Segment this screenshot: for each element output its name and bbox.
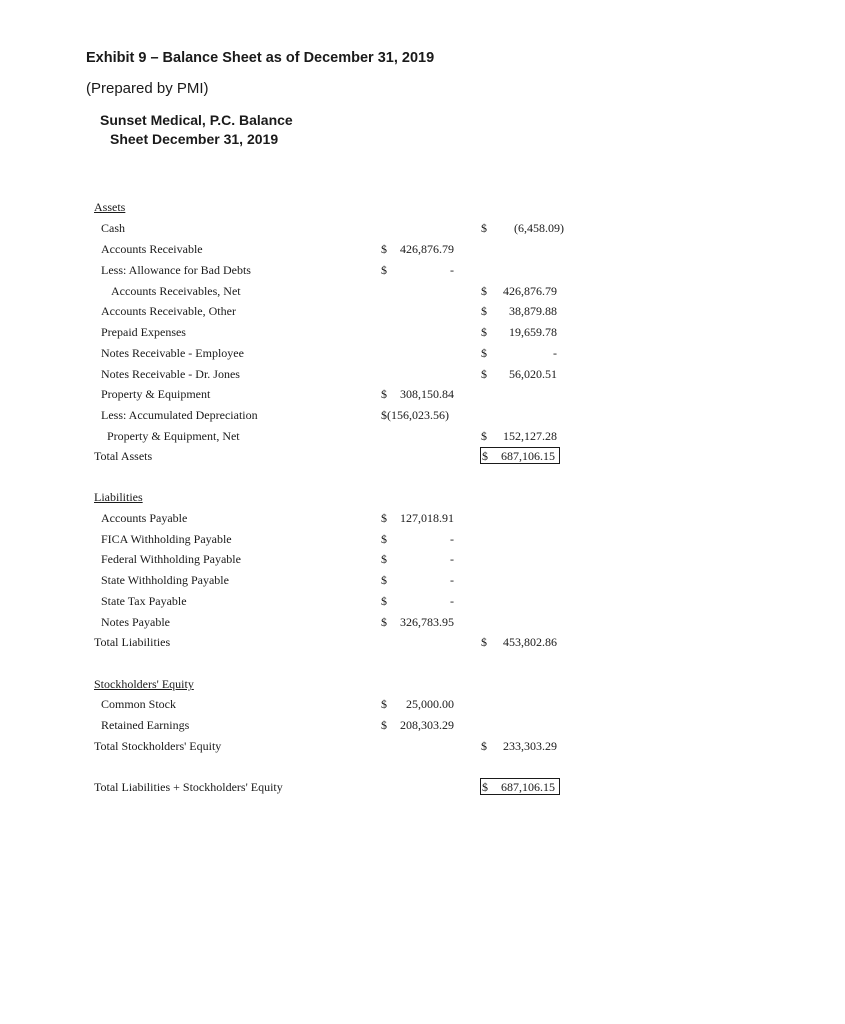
cash-label: Cash [101, 221, 125, 235]
currency-sign: $ [381, 511, 387, 525]
total-liabilities-label: Total Liabilities [94, 635, 171, 649]
currency-sign: $ [381, 242, 387, 256]
liabilities-heading: Liabilities [94, 490, 143, 504]
ap-label: Accounts Payable [101, 511, 188, 525]
currency-sign: $ [381, 532, 387, 546]
currency-sign: $ [481, 635, 487, 649]
ppe-net-label: Property & Equipment, Net [107, 429, 240, 443]
fica-label: FICA Withholding Payable [101, 532, 232, 546]
accum-dep-label: Less: Accumulated Depreciation [101, 408, 258, 422]
ar-other-total: 38,879.88 [509, 304, 557, 318]
ppe-amount: 308,150.84 [400, 387, 454, 401]
currency-sign: $ [482, 780, 488, 794]
fica-amount: - [450, 532, 454, 546]
common-stock-amount: 25,000.00 [406, 697, 454, 711]
currency-sign: $ [481, 739, 487, 753]
exhibit-title: Exhibit 9 – Balance Sheet as of December 31, 2019 [86, 50, 435, 66]
currency-sign: $ [381, 594, 387, 608]
retained-earnings-label: Retained Earnings [101, 718, 190, 732]
currency-sign: $ [481, 429, 487, 443]
currency-sign: $ [481, 346, 487, 360]
grand-total-amount: 687,106.15 [501, 780, 555, 794]
currency-sign: $ [381, 718, 387, 732]
ar-other-label: Accounts Receivable, Other [101, 304, 236, 318]
ar-net-total: 426,876.79 [503, 284, 557, 298]
prepaid-total: 19,659.78 [509, 325, 557, 339]
currency-sign: $ [381, 263, 387, 277]
total-assets-label: Total Assets [94, 449, 153, 463]
common-stock-label: Common Stock [101, 697, 177, 711]
state-tax-amount: - [450, 594, 454, 608]
ppe-label: Property & Equipment [101, 387, 211, 401]
preparer-note: (Prepared by PMI) [86, 80, 209, 97]
state-wh-label: State Withholding Payable [101, 573, 229, 587]
currency-sign: $ [481, 221, 487, 235]
currency-sign: $ [381, 697, 387, 711]
currency-sign: $ [381, 615, 387, 629]
company-heading-line1: Sunset Medical, P.C. Balance [100, 112, 293, 128]
currency-sign: $ [481, 304, 487, 318]
ap-amount: 127,018.91 [400, 511, 454, 525]
currency-sign: $ [482, 449, 488, 463]
federal-amount: - [450, 552, 454, 566]
notes-payable-amount: 326,783.95 [400, 615, 454, 629]
retained-earnings-amount: 208,303.29 [400, 718, 454, 732]
total-equity-amount: 233,303.29 [503, 739, 557, 753]
currency-sign: $ [481, 325, 487, 339]
allowance-label: Less: Allowance for Bad Debts [101, 263, 251, 277]
ppe-net-total: 152,127.28 [503, 429, 557, 443]
notes-payable-label: Notes Payable [101, 615, 170, 629]
currency-sign: $ [381, 573, 387, 587]
total-assets-amount: 687,106.15 [501, 449, 555, 463]
total-equity-label: Total Stockholders' Equity [94, 739, 222, 753]
company-heading-line2: Sheet December 31, 2019 [110, 131, 279, 147]
nr-employee-total: - [553, 346, 557, 360]
currency-sign: $ [381, 387, 387, 401]
prepaid-label: Prepaid Expenses [101, 325, 186, 339]
grand-total-label: Total Liabilities + Stockholders' Equity [94, 780, 283, 794]
nr-employee-label: Notes Receivable - Employee [101, 346, 244, 360]
allowance-amount: - [450, 263, 454, 277]
equity-heading: Stockholders' Equity [94, 677, 194, 691]
assets-heading: Assets [94, 200, 126, 214]
currency-sign: $ [381, 552, 387, 566]
ar-net-label: Accounts Receivables, Net [111, 284, 241, 298]
cash-total: (6,458.09) [514, 221, 564, 235]
federal-label: Federal Withholding Payable [101, 552, 241, 566]
state-tax-label: State Tax Payable [101, 594, 187, 608]
total-liabilities-amount: 453,802.86 [503, 635, 557, 649]
state-wh-amount: - [450, 573, 454, 587]
nr-jones-label: Notes Receivable - Dr. Jones [101, 367, 240, 381]
currency-sign: $ [481, 367, 487, 381]
accum-dep-amount: $(156,023.56) [381, 408, 449, 422]
ar-amount: 426,876.79 [400, 242, 454, 256]
ar-label: Accounts Receivable [101, 242, 203, 256]
nr-jones-total: 56,020.51 [509, 367, 557, 381]
currency-sign: $ [481, 284, 487, 298]
